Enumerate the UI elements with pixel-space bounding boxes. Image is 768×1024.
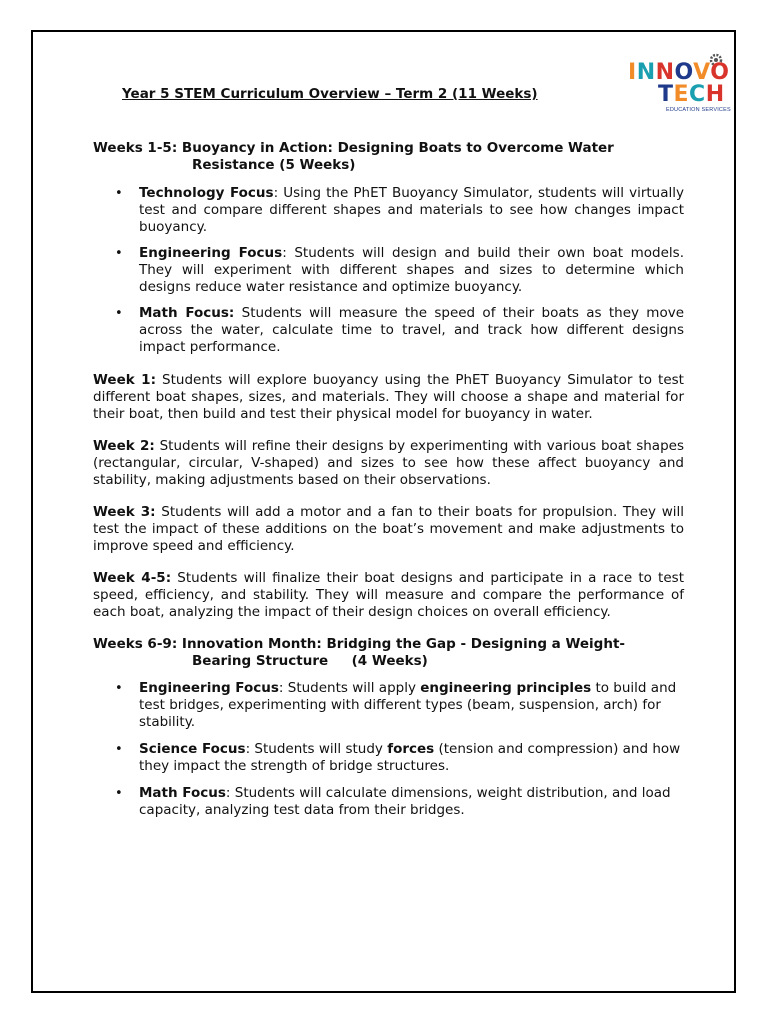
- bullet-label: Math Focus: [139, 785, 226, 801]
- list-item: [93, 305, 684, 356]
- list-item: [93, 785, 684, 819]
- bullet-text: : Students will design and build their own boat models. They will experiment with different shapes and sizes to determine which designs reduce water resistance and optimize buoyancy.: [139, 245, 685, 295]
- bullet-label: Engineering Focus: [139, 245, 283, 261]
- section2-bullets: [93, 680, 684, 819]
- bullet-text: : Students will calculate dimensions, weight distribution, and load capacity, analyzing test data from their bridges.: [139, 785, 671, 818]
- bullet-label: Math Focus:: [139, 305, 235, 321]
- section1-heading-line2: Resistance (5 Weeks): [192, 157, 356, 173]
- bullet-emphasis: forces: [387, 741, 435, 757]
- section1-heading: [93, 140, 684, 174]
- innovotech-logo: [626, 52, 731, 114]
- logo-row-innov: INNOVO: [628, 60, 730, 85]
- bullet-text: : Students will apply: [278, 680, 421, 696]
- bullet-text: to build and test bridges, experimenting with different types (beam, suspension, arch) for stability.: [139, 680, 677, 730]
- section1-bullets: [93, 185, 684, 356]
- section2-heading: [93, 636, 684, 670]
- list-item: [93, 680, 684, 731]
- week-paragraph: [93, 570, 684, 621]
- bullet-text: Students will measure the speed of their boats as they move across the water, calculate time to travel, and track how different designs impact performance.: [139, 305, 684, 355]
- logo-row-tech: TECH: [658, 82, 725, 107]
- week-text: Students will refine their designs by experimenting with various boat shapes (rectangular, circular, V-shaped) and sizes to see how these affect buoyancy and stability, making adjustments based on their observations.: [93, 438, 684, 488]
- document-content: [93, 140, 684, 819]
- bullet-text: : Students will study: [245, 741, 388, 757]
- bullet-text: (tension and compression) and how they impact the strength of bridge structures.: [139, 741, 681, 774]
- week-label: Week 4-5:: [93, 570, 172, 586]
- list-item: [93, 741, 684, 775]
- bullet-label: Science Focus: [139, 741, 246, 757]
- week-label: Week 2:: [93, 438, 155, 454]
- week-paragraph: [93, 438, 684, 489]
- week-label: Week 1:: [93, 372, 156, 388]
- bullet-emphasis: engineering principles: [420, 680, 592, 696]
- bullet-label: Engineering Focus: [139, 680, 279, 696]
- section2-heading-line2: Bearing Structure (4 Weeks): [192, 653, 428, 669]
- logo-row1-end: O: [710, 60, 730, 85]
- list-item: [93, 185, 684, 236]
- bullet-label: Technology Focus: [139, 185, 274, 201]
- page-title: Year 5 STEM Curriculum Overview – Term 2 (11 Weeks): [122, 86, 538, 102]
- logo-tagline: EDUCATION SERVICES: [666, 107, 731, 113]
- week-text: Students will add a motor and a fan to their boats for propulsion. They will test the impact of these additions on the boat’s movement and make adjustments to improve speed and efficiency.: [93, 504, 684, 554]
- week-paragraph: [93, 372, 684, 423]
- bullet-text: : Using the PhET Buoyancy Simulator, students will virtually test and compare different shapes and materials to see how changes impact buoyancy.: [139, 185, 685, 235]
- section1-heading-line1: Weeks 1-5: Buoyancy in Action: Designing Boats to Overcome Water: [93, 140, 614, 156]
- section2-heading-line1: Weeks 6-9: Innovation Month: Bridging the Gap - Designing a Weight-: [93, 636, 626, 652]
- week-paragraph: [93, 504, 684, 555]
- list-item: [93, 245, 684, 296]
- week-text: Students will finalize their boat designs and participate in a race to test speed, efficiency, and stability. They will measure and compare the performance of each boat, analyzing the impact of their design choices on overall efficiency.: [93, 570, 684, 620]
- week-label: Week 3:: [93, 504, 156, 520]
- week-text: Students will explore buoyancy using the PhET Buoyancy Simulator to test different boat shapes, sizes, and materials. They will choose a shape and material for their boat, then build and test their physical model for buoyancy in water.: [93, 372, 684, 422]
